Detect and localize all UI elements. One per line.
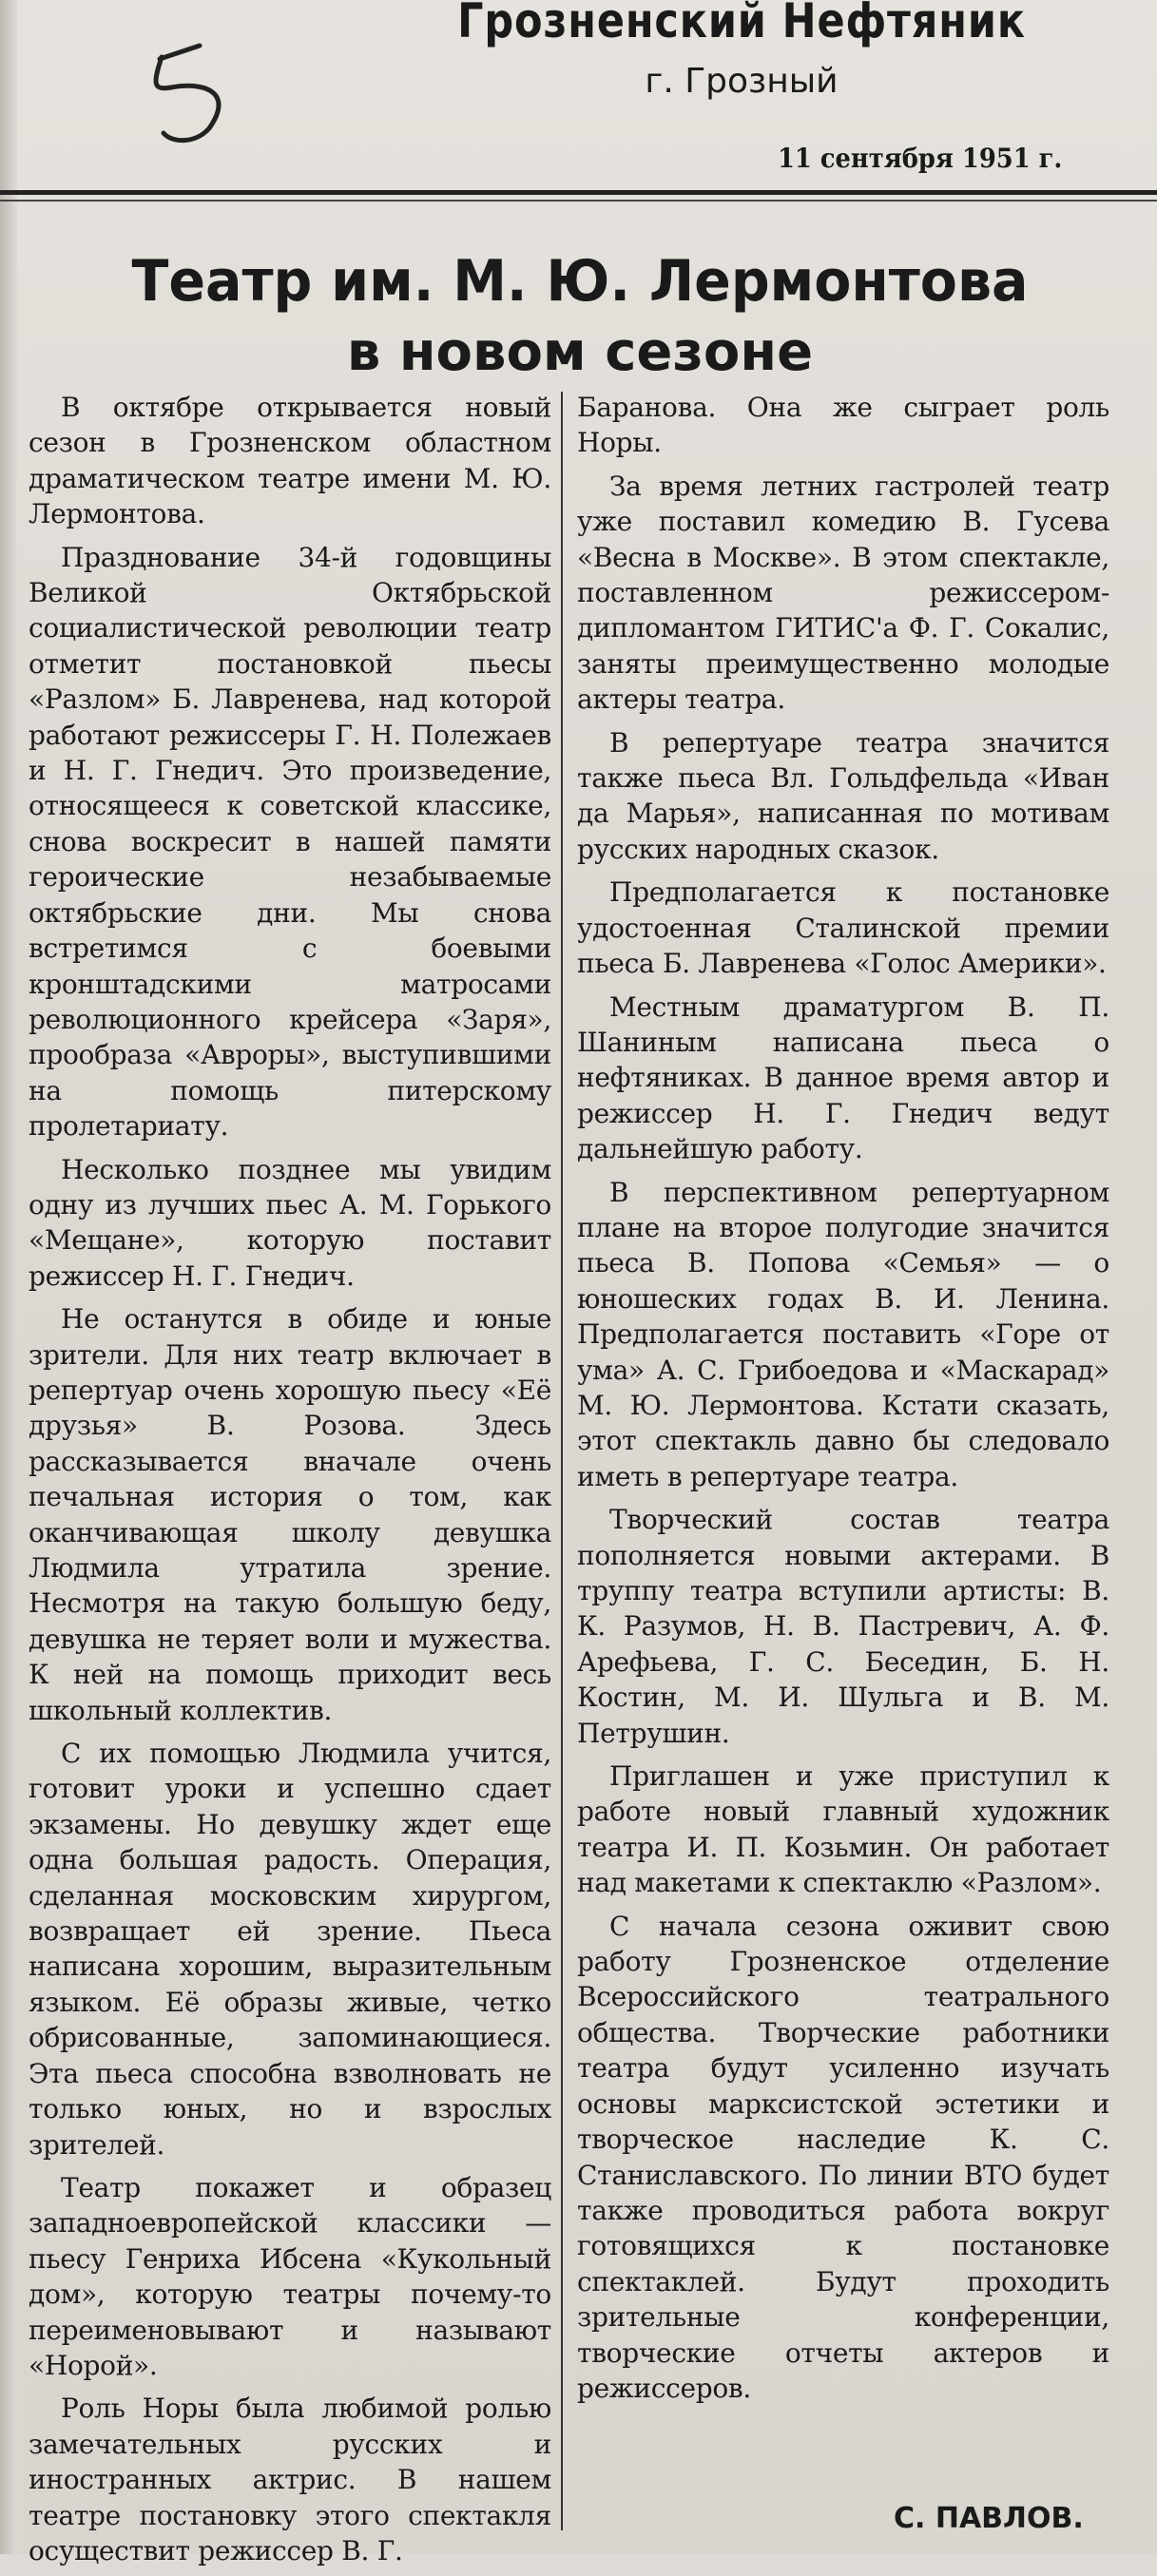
article-headline [57, 245, 1103, 388]
headline-line-2: в новом сезоне [346, 321, 814, 383]
handwritten-number-mark [143, 38, 247, 152]
newspaper-city: г. Грозный [645, 62, 839, 101]
paragraph: Предполагается к постановке удостоенная Сталинской премии пьеса Б. Лавренева «Голос Америки». [577, 876, 1109, 980]
article-column-left [29, 390, 551, 2576]
paragraph: Местным драматургом В. П. Шаниным написана пьеса о нефтяниках. В данное время автор и режиссер Н. Г. Гнедич ведут дальнейшую работу. [577, 990, 1109, 1165]
article-column-right [577, 390, 1109, 2413]
author-signature: С. ПАВЛОВ. [894, 2502, 1084, 2535]
paragraph: С начала сезона оживит свою работу Грозненское отделение Всероссийского театрального общества. Творческие работники театра будут усиленно изучать основы марксистской эстетики и творческое наследие К. С. Станиславского. По линии ВТО будет также проводиться работа вокруг готовящихся к постановке спектаклей. Будут проходить зрительные конференции, творческие отчеты актеров и режиссеров. [577, 1910, 1109, 2404]
headline-line-1: Театр им. М. Ю. Лермонтова [131, 248, 1029, 315]
paragraph: Роль Норы была любимой ролью замечательных русских и иностранных актрис. В нашем театре постановку этого спектакля осуществит режиссер В. Г. [29, 2393, 551, 2566]
paragraph: В репертуаре театра значится также пьеса Вл. Гольдфельда «Иван да Марья», написанная по мотивам русских народных сказок. [577, 726, 1109, 865]
paragraph: Несколько позднее мы увидим одну из лучших пьес А. М. Горького «Мещане», которую поставит режиссер Н. Г. Гнедич. [29, 1153, 551, 1292]
paragraph: В перспективном репертуарном плане на второе полугодие значится пьеса В. Попова «Семья» — о юношеских годах В. И. Ленина. Предполагается поставить «Горе от ума» А. С. Грибоедова и «Маскарад» М. Ю. Лермонтова. Кстати сказать, этот спектакль давно бы следовало иметь в репертуаре театра. [577, 1176, 1109, 1492]
paragraph: С их помощью Людмила учится, готовит уроки и успешно сдает экзамены. Но девушку ждет еще одна большая радость. Операция, сделанная московским хирургом, возвращает ей зрение. Пьеса написана хорошим, выразительным языком. Её образы живые, четко обрисованные, запоминающиеся. Эта пьеса способна взволновать не только юных, но и взрослых зрителей. [29, 1738, 551, 2161]
masthead-rule-thin [0, 200, 1157, 202]
paragraph: За время летних гастролей театр уже поставил комедию В. Гусева «Весна в Москве». В этом спектакле, поставленном режиссером-дипломантом ГИТИС'а Ф. Г. Сокалис, заняты преимущественно молодые актеры театра. [577, 470, 1109, 716]
paragraph: Баранова. Она же сыграет роль Норы. [577, 392, 1109, 459]
paragraph: Приглашен и уже приступил к работе новый главный художник театра И. П. Козьмин. Он работает над макетами к спектаклю «Разлом». [577, 1760, 1109, 1899]
masthead [399, 0, 1084, 103]
paragraph: Не останутся в обиде и юные зрители. Для них театр включает в репертуар очень хорошую пьесу «Её друзья» В. Розова. Здесь рассказывается вначале очень печальная история о том, как оканчивающая школу девушка Людмила утратила зрение. Несмотря на такую большую беду, девушка не теряет воли и мужества. К ней на помощь приходит весь школьный коллектив. [29, 1303, 551, 1726]
paragraph: Творческий состав театра пополняется новыми актерами. В труппу театра вступили артисты: В. К. Разумов, Н. В. Пастревич, А. Ф. Арефьева, Г. С. Беседин, Б. Н. Костин, М. И. Шульга и В. М. Петрушин. [577, 1504, 1109, 1749]
masthead-rule [0, 190, 1157, 195]
paragraph: Празднование 34-й годовщины Великой Октябрьской социалистической революции театр отметит постановкой пьесы «Разлом» Б. Лавренева, над которой работают режиссеры Г. Н. Полежаев и Н. Г. Гнедич. Это произведение, относящееся к советской классике, снова воскресит в нашей памяти героические незабываемые октябрьские дни. Мы снова встретимся с боевыми кронштадскими матросами революционного крейсера «Заря», прообраза «Авроры», выступившими на помощь питерскому пролетариату. [29, 541, 551, 1143]
issue-date: 11 сентября 1951 г. [778, 143, 1063, 174]
paragraph: Театр покажет и образец западноевропейской классики — пьесу Генриха Ибсена «Кукольный дом», которую театры почему-то переименовывают и называют «Норой». [29, 2171, 551, 2381]
column-divider [561, 392, 563, 2530]
paragraph: В октябре открывается новый сезон в Грозненском областном драматическом театре имени М. Ю. Лермонтова. [29, 392, 551, 530]
newspaper-title: Грозненский Нефтяник [457, 0, 1026, 48]
page-edge-shadow [0, 0, 17, 2554]
